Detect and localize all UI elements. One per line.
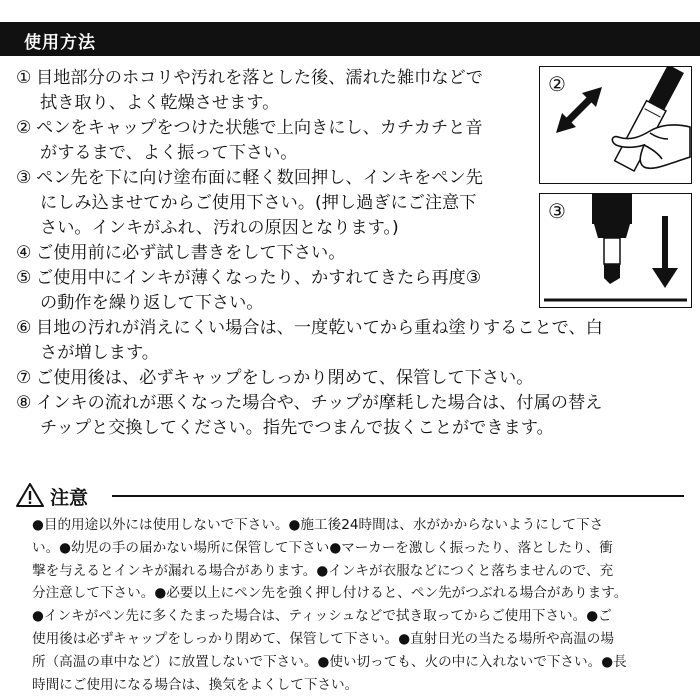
step-text: ご使用前に必ず試し書きをして下さい。: [36, 243, 346, 263]
step-number: ②: [16, 118, 32, 138]
step-8: [16, 391, 696, 441]
press-illustration: [540, 194, 691, 307]
step-number: ⑧: [16, 393, 32, 413]
figure-label: ③: [548, 199, 566, 223]
step-text: の動作を繰り返して下さい。: [40, 293, 264, 313]
caution-line: ●目的用途以外には使用しないで下さい。●施工後24時間は、水がかからないようにして下さ: [32, 517, 604, 533]
step-text: チップと交換してください。指先でつまんで抜くことができます。: [40, 418, 554, 438]
step-text: ご使用後は、必ずキャップをしっかり閉めて、保管して下さい。: [36, 368, 534, 388]
caution-divider: [112, 495, 684, 497]
figure-label: ②: [548, 72, 566, 96]
caution-line: 所（高温の車中など）に放置しないで下さい。●使い切っても、火の中に入れないで下さい。●長: [32, 653, 627, 670]
step-text: ペン先を下に向け塗布面に軽く数回押し、インキをペン先: [36, 168, 483, 188]
warning-icon: [16, 482, 44, 508]
step-text: さが増します。: [40, 343, 159, 363]
step-number: ①: [16, 68, 32, 88]
step-number: ⑥: [16, 318, 32, 338]
caution-line: 分注意して下さい。●必要以上にペン先を強く押し付けると、ペン先がつぶれる場合があります。: [32, 585, 628, 602]
caution-line: 使用後は必ずキャップをしっかり閉めて、保管して下さい。●直射日光の当たる場所や高温の場: [32, 630, 614, 647]
figure-shake: [539, 66, 692, 184]
header-title: 使用方法: [24, 33, 96, 53]
caution-title: 注意: [50, 487, 89, 509]
step-text: 目地部分のホコリや汚れを落とした後、濡れた雑巾などで: [36, 68, 483, 88]
caution-line: ●インキがペン先に多くたまった場合は、ティッシュなどで拭き取ってからご使用下さい。●ご: [32, 608, 612, 625]
caution-line: 撃を与えるとインキが漏れる場合があります。●インキが衣服などにつくと落ちませんので、充: [32, 562, 614, 579]
step-number: ⑦: [16, 368, 32, 388]
caution-line: 時間にご使用になる場合は、換気をよくして下さい。: [32, 676, 359, 693]
step-text: にしみ込ませてからご使用下さい。(押し過ぎにご注意下: [40, 193, 477, 213]
shake-illustration: [540, 67, 691, 183]
caution-header: [16, 482, 684, 508]
step-6: [16, 316, 696, 366]
figure-press: [539, 193, 692, 308]
marker-tip-icon: [592, 194, 632, 284]
step-text: がするまで、よく振って下さい。: [40, 143, 298, 163]
section-header: [0, 22, 700, 56]
step-text: ペンをキャップをつけた状態で上向きにし、カチカチと音: [36, 118, 483, 138]
step-7: [16, 366, 696, 391]
step-text: さい。インキがふれ、汚れの原因となります。): [40, 218, 399, 238]
step-text: 拭き取り、よく乾燥させます。: [40, 93, 280, 113]
down-arrow-icon: [652, 216, 678, 288]
step-number: ③: [16, 168, 32, 188]
step-text: ご使用中にインキが薄くなったり、かすれてきたら再度③: [36, 268, 482, 288]
caution-notes: [32, 514, 676, 696]
step-text: インキの流れが悪くなった場合や、チップが摩耗した場合は、付属の替え: [36, 393, 603, 413]
step-number: ④: [16, 243, 32, 263]
double-arrow-icon: [556, 87, 602, 133]
step-number: ⑤: [16, 268, 32, 288]
caution-line: い。●幼児の手の届かない場所に保管して下さい●マーカーを激しく振ったり、落としたり、衝: [32, 539, 613, 556]
step-text: 目地の汚れが消えにくい場合は、一度乾いてから重ね塗りすることで、白: [36, 318, 603, 338]
